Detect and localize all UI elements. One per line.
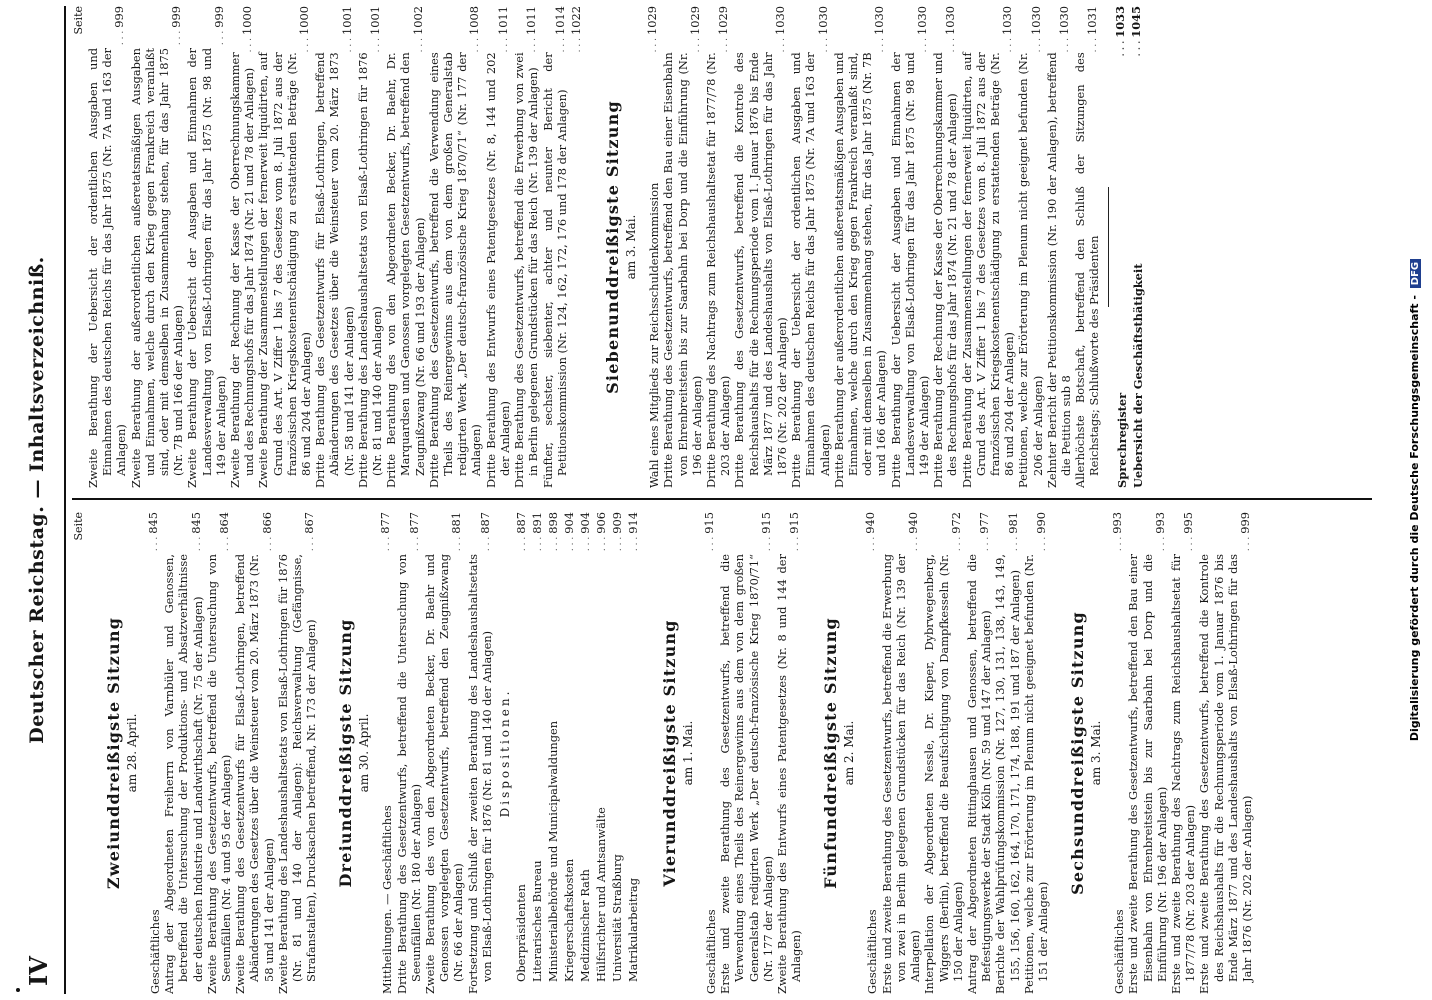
entry-text: Erste und zweite Berathung des Nachtrags zum Reichshaushaltsetat für 1877/78 (Nr. 203 der Anlagen) xyxy=(1168,554,1198,994)
register-entry xyxy=(1113,6,1129,488)
toc-entry xyxy=(880,512,923,994)
entry-text: Dritte Berathung des Gesetzentwurfs, betreffend die Kontrole des Reichshaushalts für die Rechnungsperiode vom 1. Januar 1876 bis Ende März 1877 und des Landeshaushalts von Elsaß-Lothringen für das Jahr 1876 (Nr. 202 der Anlagen) xyxy=(732,52,789,488)
list-item xyxy=(578,512,594,994)
toc-entry xyxy=(233,512,276,994)
entry-text: Geschäftliches xyxy=(148,909,162,994)
entry-page-number: . . . 866 xyxy=(260,512,276,554)
toc-entry xyxy=(965,512,993,994)
entry-text: Literarisches Bureau xyxy=(530,860,545,982)
entry-text: Zweite Berathung des von den Abgeordneten Becker, Dr. Baehr und Genossen vorgelegten Gesetzentwurfs, betreffend den Zeugnißzwang (Nr. 66 der Anlagen) xyxy=(423,554,466,994)
toc-entry xyxy=(1073,6,1101,488)
session-date: am 1. Mai. xyxy=(681,720,696,786)
entry-page-number: . . . 999 xyxy=(1238,512,1254,554)
entry-page-number: . . . 1030 xyxy=(773,6,789,52)
entry-text: Erste und zweite Berathung des Gesetzentwurfs, betreffend die Verwendung eines Theils des Reinergewinns aus dem von dem großen Generalstab redigirten Werk „Der deutsch-französische Krieg 1870/71“ (Nr. 177 der Anlagen) xyxy=(718,554,775,994)
entry-page-number: . . . 1029 xyxy=(645,6,661,52)
session-title: Fünfunddreißigste Sitzung xyxy=(821,617,841,889)
toc-entry xyxy=(569,6,585,488)
entry-text: Interpellation der Abgeordneten Nessle, Dr. Kieper, Dybrwegenberg, Wiggers (Berlin), betreffend die Beaufsichtigung von Dampfkesseln (Nr. 150 der Anlagen) xyxy=(922,554,965,994)
entry-page-number: . . . 1002 xyxy=(411,6,427,52)
entry-text: Zweite Berathung der außerordentlichen außeretatsmäßigen Ausgaben und Einnahmen, welche durch den Krieg gegen Frankreich veranlaßt sind, oder mit demselben in Zusammenhang stehen, für das Jahr 1875 (Nr. 7B und 166 der Anlagen) xyxy=(128,48,186,488)
toc-entry xyxy=(86,6,129,488)
entry-page-number: . . . 1001 xyxy=(340,6,356,52)
toc-entry xyxy=(162,512,205,994)
entry-page-number: . . . 1030 xyxy=(816,6,832,52)
entry-text: Geschäftliches xyxy=(865,909,880,994)
entry-text: Uebersicht der Geschäftsthätigkeit xyxy=(1130,263,1145,488)
entry-page-number: . . . 845 xyxy=(189,512,205,554)
entry-text: Erste und zweite Berathung des Gesetzentwurfs, betreffend die Kontrole des Reichshaushalts für die Rechnungsperiode vom 1. Januar 1876 bis Ende März 1877 und des Landeshaushalts von Elsaß-Lothringen für das Jahr 1876 (Nr. 202 der Anlagen) xyxy=(1197,554,1254,994)
toc-entry xyxy=(129,6,186,488)
entry-page-number: . . . 877 xyxy=(378,512,394,554)
toc-entry xyxy=(276,512,319,994)
toc-entry xyxy=(1169,512,1197,994)
entry-text: Dritte Berathung des von den Abgeordneten Becker, Dr. Baehr, Dr. Marquardsen und Genossen vorgelegten Gesetzentwurfs, betreffend den Zeugnißzwang (Nr. 66 und 193 der Anlagen) xyxy=(384,52,427,488)
seite-label: Seite xyxy=(72,512,85,541)
book-page xyxy=(8,6,1403,994)
toc-entry xyxy=(484,6,512,488)
entry-text: Zweite Berathung der Zusammenstellungen der fernerweit liquidirten, auf Grund des Art. V Ziffer 1 bis 7 des Gesetzes vom 8. Juli 1872 aus der französischen Kriegskostenentschädigung zu erstattenden Beträge (Nr. 86 und 204 der Anlagen) xyxy=(256,52,314,488)
entry-text: Dritte Berathung der Uebersicht der ordentlichen Ausgaben und Einnahmen des deutschen Reichs für das Jahr 1875 (Nr. 7A und 163 der Anlagen) xyxy=(789,52,832,488)
entry-page-number: . . . 906 xyxy=(594,512,610,554)
section-rule xyxy=(1108,187,1109,307)
entry-page-number: . . . 972 xyxy=(949,512,965,554)
entry-text: Geschäftliches xyxy=(1112,909,1127,994)
entry-text: Berichte der Wahlprüfungskommission (Nr. 127, 130, 131, 138, 143, 149, 155, 156, 160, 162, 164, 170, 171, 174, 188, 191 und 187 der Anlagen) xyxy=(993,554,1022,994)
entry-page-number: . . . 1045 xyxy=(1129,6,1145,56)
digitization-credit xyxy=(1408,0,1421,1000)
entry-page-number: . . . 1030 xyxy=(915,6,931,52)
toc-entry xyxy=(775,512,803,994)
entry-page-number: . . . 904 xyxy=(562,512,578,554)
entry-text: Zweite Berathung der Rechnung der Kasse der Oberrechnungskammer und des Rechnungshofs für das Jahr 1874 (Nr. 21 und 78 der Anlagen) xyxy=(228,52,257,488)
entry-page-number: . . . 999 xyxy=(169,6,185,48)
session-title: Sechsunddreißigste Sitzung xyxy=(1068,611,1088,895)
entry-page-number: . . . 1001 xyxy=(368,6,384,52)
toc-entry xyxy=(704,6,732,488)
toc-entry xyxy=(356,6,384,488)
entry-text: Dritte Berathung des Gesetzentwurfs, betreffend den Bau einer Eisenbahn von Ehrenbreitstein bis zur Saarbahn bei Dorp und die Einführung (Nr. 196 der Anlagen) xyxy=(661,52,704,488)
entry-page-number: . . . 1030 xyxy=(943,6,959,52)
entry-text: Matrikularbeitrag xyxy=(626,877,641,982)
entry-text: Dritte Berathung der Uebersicht der Ausgaben und Einnahmen der Landesverwaltung von Elsaß-Lothringen für das Jahr 1875 (Nr. 98 und 149 der Anlagen) xyxy=(888,52,931,488)
entry-text: Zweite Berathung des Entwurfs eines Patentgesetzes (Nr. 8 und 144 der Anlagen) xyxy=(775,554,804,994)
register-entry xyxy=(1129,6,1145,488)
entry-page-number: . . . 864 xyxy=(217,512,233,554)
list-item xyxy=(594,512,610,994)
toc-entry xyxy=(1045,6,1073,488)
page-header xyxy=(22,6,56,994)
entry-page-number: . . . 990 xyxy=(1034,512,1050,554)
entry-text: Dritte Berathung des Gesetzentwurfs, betreffend die Verwendung eines Theils des Reinergewinns aus dem von dem großen Generalstab redigirten Werk „Der deutsch-französische Krieg 1870/71“ (Nr. 177 der Anlagen) xyxy=(426,52,484,488)
toc-entry xyxy=(512,6,540,488)
list-item xyxy=(530,512,546,994)
entry-text: Zweite Berathung der Uebersicht der ordentlichen Ausgaben und Einnahmen des deutschen Reichs für das Jahr 1875 (Nr. 7A und 163 der Anlagen) xyxy=(86,48,129,488)
entry-text: Dritte Berathung des Landeshaushaltsetats von Elsaß-Lothringen für 1876 (Nr. 81 und 140 der Anlagen) xyxy=(355,52,385,488)
toc-entry xyxy=(922,512,965,994)
entry-page-number: . . . 1030 xyxy=(1029,6,1045,52)
page-number: IV xyxy=(24,956,53,986)
entry-page-number: . . . 1008 xyxy=(467,6,483,52)
entry-text: Dritte Berathung der Rechnung der Kasse der Oberrechnungskammer und des Rechnungshofs für das Jahr 1874 (Nr. 21 und 78 der Anlagen) xyxy=(931,52,960,488)
session-date: am 3. Mai. xyxy=(1089,720,1104,786)
entry-page-number: . . . 909 xyxy=(610,512,626,554)
entry-text: Dritte Berathung des Entwurfs eines Patentgesetzes (Nr. 8, 144 und 202 der Anlagen) xyxy=(483,52,512,488)
entry-page-number: . . . 993 xyxy=(1153,512,1169,554)
right-column xyxy=(72,6,1392,488)
entry-text: Antrag der Abgeordneten Freiherrn von Varnbüler und Genossen, betreffend die Untersuchung der Produktions- und Absatzverhältnisse der deutschen Industrie und Landwirthschaft (Nr. 75 der Anlagen) xyxy=(162,554,205,994)
toc-entry xyxy=(832,6,889,488)
entry-page-number: . . . 881 xyxy=(449,512,465,554)
toc-entry xyxy=(466,512,494,994)
session-date: am 30. April. xyxy=(357,713,372,793)
entry-text: Dritte Berathung des Gesetzentwurfs, betreffend die Untersuchung von Seeunfällen (Nr. 180 der Anlagen) xyxy=(394,554,423,994)
entry-page-number: . . . 940 xyxy=(863,512,879,554)
entry-page-number: . . . 1022 xyxy=(569,6,585,52)
entry-text: Allerhöchste Botschaft, betreffend den Schluß der Sitzungen des Reichstags; Schlußworte des Präsidenten xyxy=(1073,52,1102,488)
entry-page-number: . . . 887 xyxy=(514,512,530,554)
toc-entry xyxy=(256,6,313,488)
entry-page-number: . . . 845 xyxy=(146,512,162,554)
entry-page-number: . . . 867 xyxy=(302,512,318,554)
entry-page-number: . . . 898 xyxy=(546,512,562,554)
header-rule xyxy=(64,6,66,994)
entry-text: Antrag der Abgeordneten Rittinghausen und Genossen, betreffend die Befestigungswerke der Stadt Köln (Nr. 59 und 147 der Anlagen) xyxy=(964,554,994,994)
entry-text: Zweite Berathung des Gesetzentwurfs für Elsaß-Lothringen, betreffend Abänderungen des Gesetzes über die Weinsteuer vom 20. März 1873 (Nr. 58 und 141 der Anlagen) xyxy=(233,554,276,994)
entry-page-number: . . . 1029 xyxy=(716,6,732,52)
entry-text: Oberpräsidenten xyxy=(514,884,529,982)
entry-text: Medizinischer Rath xyxy=(578,869,593,982)
toc-entry xyxy=(384,6,427,488)
entry-page-number: . . . 915 xyxy=(702,512,718,554)
toc-entry xyxy=(427,6,484,488)
entry-page-number: . . . 1014 xyxy=(553,6,569,52)
entry-text: Mittheilungen. — Geschäftliches xyxy=(380,805,395,994)
entry-page-number: . . . 891 xyxy=(530,512,546,554)
entry-page-number: . . . 1000 xyxy=(297,6,313,52)
session-date: am 2. Mai. xyxy=(842,720,857,786)
entry-page-number: . . . 999 xyxy=(212,6,228,48)
list-item xyxy=(610,512,626,994)
entry-text: Petitionen, welche zur Erörterung im Plenum nicht geeignet befunden (Nr. 151 der Anlagen) xyxy=(1021,554,1050,994)
entry-text: Universität Straßburg xyxy=(610,854,625,982)
entry-text: Ministerialbehörde und Municipalwaldungen xyxy=(546,720,561,982)
session-title: Vierunddreißigste Sitzung xyxy=(660,619,680,887)
session-title: Zweiunddreißigste Sitzung xyxy=(104,616,123,890)
entry-text: Geschäftliches xyxy=(704,909,719,994)
entry-page-number: . . . 995 xyxy=(1181,512,1197,554)
entry-text: Erste und zweite Berathung des Gesetzentwurfs, betreffend die Erwerbung von zwei in Berlin gelegenen Grundstücken für das Reich (Nr. 139 der Anlagen) xyxy=(879,554,923,994)
entry-text: Zweite Berathung des Landeshaushaltsetats von Elsaß-Lothringen für 1876 (Nr. 81 und 140 der Anlagen): Reichsverwaltung (Gefängnisse, Strafanstalten), Drucksachen betreffend, Nr. 173 der Anlagen) xyxy=(275,554,319,994)
seite-label: Seite xyxy=(72,6,85,35)
entry-page-number: . . . 915 xyxy=(787,512,803,554)
toc-entry xyxy=(931,6,959,488)
toc-entry xyxy=(378,512,394,994)
entry-text: Dritte Berathung des Gesetzentwurfs, betreffend die Erwerbung von zwei in Berlin gelegenen Grundstücken für das Reich (Nr. 139 der Anlagen) xyxy=(512,52,541,488)
toc-entry xyxy=(960,6,1017,488)
toc-entry xyxy=(661,6,704,488)
toc-entry xyxy=(1022,512,1050,994)
entry-text: Zehnter Bericht der Petitionskommission (Nr. 190 der Anlagen), betreffend die Petition sub 8 xyxy=(1044,52,1073,488)
list-item xyxy=(514,512,530,994)
entry-page-number: . . . 1033 xyxy=(1113,6,1129,56)
toc-entry xyxy=(1110,512,1126,994)
toc-entry xyxy=(1197,512,1254,994)
entry-text: Kriegerschaftskosten xyxy=(562,858,577,982)
entry-text: Petitionen, welche zur Erörterung im Plenum nicht geeignet befunden (Nr. 206 der Anlagen) xyxy=(1016,52,1045,488)
entry-page-number: . . . 1030 xyxy=(1000,6,1016,52)
entry-page-number: . . . 977 xyxy=(977,512,993,554)
entry-text: Dritte Berathung der außerordentlichen außeretatsmäßigen Ausgaben und Einnahmen, welche durch den Krieg gegen Frankreich veranlaßt sind, oder mit demselben in Zusammenhang stehen, für das Jahr 1875 (Nr. 7B und 166 der Anlagen) xyxy=(831,52,889,488)
entry-page-number: . . . 1011 xyxy=(496,6,512,52)
list-heading: Dispositionen. xyxy=(498,688,513,818)
toc-entry xyxy=(395,512,423,994)
toc-entry xyxy=(185,6,228,488)
toc-entry xyxy=(1016,6,1044,488)
credit-text: Digitalisierung gefördert durch die Deutsche Forschungsgemeinschaft - xyxy=(1408,295,1421,742)
page-header-title: Deutscher Reichstag. — Inhaltsverzeichniß. xyxy=(26,256,48,744)
entry-page-number: . . . 1000 xyxy=(240,6,256,52)
entry-page-number: . . . 981 xyxy=(1006,512,1022,554)
list-item xyxy=(626,512,642,994)
entry-page-number: . . . 904 xyxy=(578,512,594,554)
toc-entry xyxy=(732,6,789,488)
entry-page-number: . . . 914 xyxy=(626,512,642,554)
toc-entry xyxy=(993,512,1021,994)
entry-text: Zweite Berathung des Gesetzentwurfs, betreffend die Untersuchung von Seeunfällen (Nr. 4 und 95 der Anlagen) xyxy=(204,554,234,994)
toc-entry xyxy=(702,512,718,994)
column-divider xyxy=(72,499,1372,501)
toc-entry xyxy=(789,6,832,488)
toc-entry xyxy=(146,512,162,994)
scan-speck xyxy=(16,988,20,992)
toc-entry xyxy=(889,6,932,488)
list-item xyxy=(562,512,578,994)
entry-page-number: . . . 877 xyxy=(407,512,423,554)
session-title: Dreiunddreißigste Sitzung xyxy=(336,618,356,888)
entry-text: Hülfsrichter und Amtsanwälte xyxy=(594,807,609,982)
session-title: Siebenunddreißigste Sitzung xyxy=(603,100,623,394)
list-item xyxy=(546,512,562,994)
toc-entry xyxy=(541,6,569,488)
toc-entry xyxy=(718,512,775,994)
entry-page-number: . . . 993 xyxy=(1110,512,1126,554)
toc-entry xyxy=(863,512,879,994)
session-date: am 3. Mai. xyxy=(624,214,639,280)
entry-page-number: . . . 999 xyxy=(112,6,128,48)
entry-page-number: . . . 1029 xyxy=(688,6,704,52)
entry-page-number: . . . 1030 xyxy=(1057,6,1073,52)
entry-text: Dritte Berathung der Zusammenstellungen der fernerweit liquidirten, auf Grund des Art. V Ziffer 1 bis 7 des Gesetzes vom 8. Juli 1872 aus der französischen Kriegskostenentschädigung zu erstattenden Beträge (Nr. 86 und 204 der Anlagen) xyxy=(959,52,1017,488)
entry-text: Fortsetzung und Schluß der zweiten Berathung des Landeshaushaltsetats von Elsaß-Lothringen für 1876 (Nr. 81 und 140 der Anlagen) xyxy=(465,554,494,994)
toc-entry xyxy=(313,6,356,488)
entry-text: Dritte Berathung des Nachtrags zum Reichshaushaltsetat für 1877/78 (Nr. 203 der Anlagen) xyxy=(703,52,733,488)
session-date: am 28. April. xyxy=(125,713,139,793)
entry-page-number: . . . 915 xyxy=(759,512,775,554)
toc-entry xyxy=(228,6,256,488)
entry-text: Zweite Berathung der Uebersicht der Ausgaben und Einnahmen der Landesverwaltung von Elsaß-Lothringen für das Jahr 1875 (Nr. 98 und 149 der Anlagen) xyxy=(185,48,228,488)
entry-page-number: . . . 887 xyxy=(478,512,494,554)
toc-entry xyxy=(205,512,233,994)
entry-page-number: . . . 940 xyxy=(906,512,922,554)
entry-text: Erste und zweite Berathung des Gesetzentwurfs, betreffend den Bau einer Eisenbahn von Ehrenbreitstein bis zur Saarbahn bei Dorp und die Einführung (Nr. 196 der Anlagen) xyxy=(1126,554,1169,994)
entry-text: Sprechregister xyxy=(1114,392,1129,488)
entry-text: Dritte Berathung des Gesetzentwurfs für Elsaß-Lothringen, betreffend Abänderungen des Gesetzes über die Weinsteuer vom 20. März 1873 (Nr. 58 und 141 der Anlagen) xyxy=(313,52,356,488)
entry-page-number: . . . 1031 xyxy=(1085,6,1101,52)
entry-text: Wahl eines Mitglieds zur Reichsschuldenkommission xyxy=(647,182,662,488)
left-column xyxy=(72,512,1392,994)
entry-text: Fünfter, sechster, siebenter, achter und neunter Bericht der Petitionskommission (Nr. 124, 162, 172, 176 und 178 der Anlagen) xyxy=(540,52,569,488)
toc-entry xyxy=(1126,512,1169,994)
dfg-logo-badge: DFG xyxy=(1410,259,1421,288)
entry-page-number: . . . 1011 xyxy=(524,6,540,52)
entry-page-number: . . . 1030 xyxy=(872,6,888,52)
toc-entry xyxy=(423,512,466,994)
toc-entry xyxy=(645,6,661,488)
